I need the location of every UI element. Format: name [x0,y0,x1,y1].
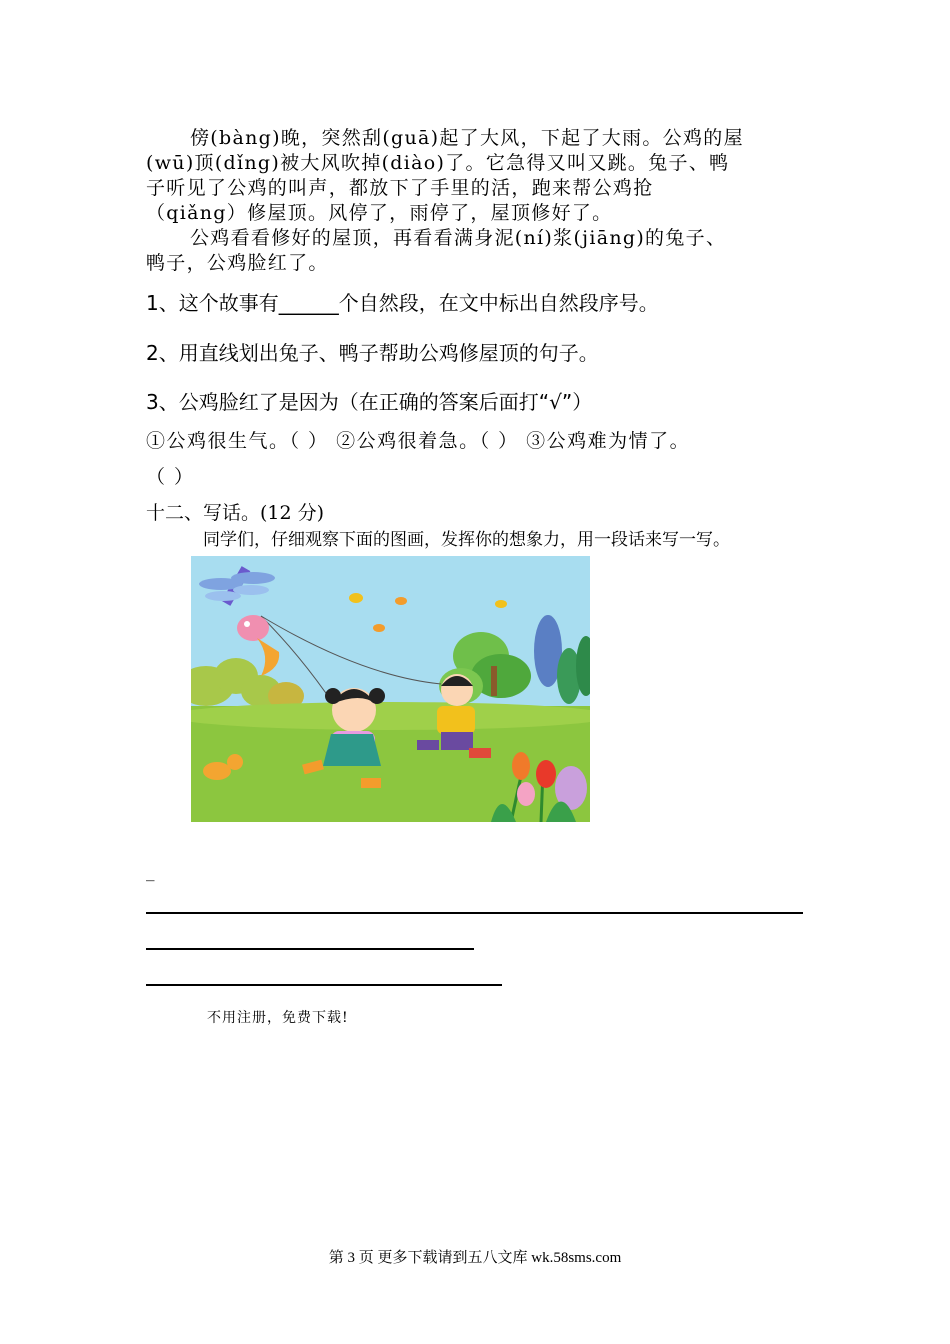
answer-stub: _ [146,862,155,882]
story-line-1: 傍(bàng)晚，突然刮(guā)起了大风，下起了大雨。公鸡的屋 [190,127,744,149]
writing-line-1[interactable] [146,912,803,914]
question-3-options-tail: （ ） [146,466,195,488]
story-line-5: 公鸡看看修好的屋顶，再看看满身泥(ní)浆(jiāng)的兔子、 [190,227,727,249]
question-1: 1、这个故事有______个自然段，在文中标出自然段序号。 [146,291,659,315]
question-3-options: ①公鸡很生气。（ ） ②公鸡很着急。（ ） ③公鸡难为情了。 [146,430,691,452]
story-line-6: 鸭子，公鸡脸红了。 [146,252,329,274]
question-3: 3、公鸡脸红了是因为（在正确的答案后面打“√”） [146,390,593,414]
writing-line-3[interactable] [146,984,502,986]
writing-line-2[interactable] [146,948,474,950]
question-2: 2、用直线划出兔子、鸭子帮助公鸡修屋顶的句子。 [146,341,599,365]
page-footer: 第 3 页 更多下载请到五八文库 wk.58sms.com [328,1250,622,1266]
story-line-4: （qiǎng）修屋顶。风停了，雨停了，屋顶修好了。 [146,202,613,224]
kite-flying-illustration [191,556,590,822]
footnote: 不用注册，免费下载! [207,1010,349,1026]
story-line-3: 子听见了公鸡的叫声，都放下了手里的活，跑来帮公鸡抢 [146,177,654,199]
section-heading: 十二、写话。(12 分) [146,502,325,524]
writing-instruction: 同学们，仔细观察下面的图画，发挥你的想象力，用一段话来写一写。 [203,530,730,550]
story-line-2: (wū)顶(dǐng)被大风吹掉(diào)了。它急得又叫又跳。兔子、鸭 [146,152,730,174]
